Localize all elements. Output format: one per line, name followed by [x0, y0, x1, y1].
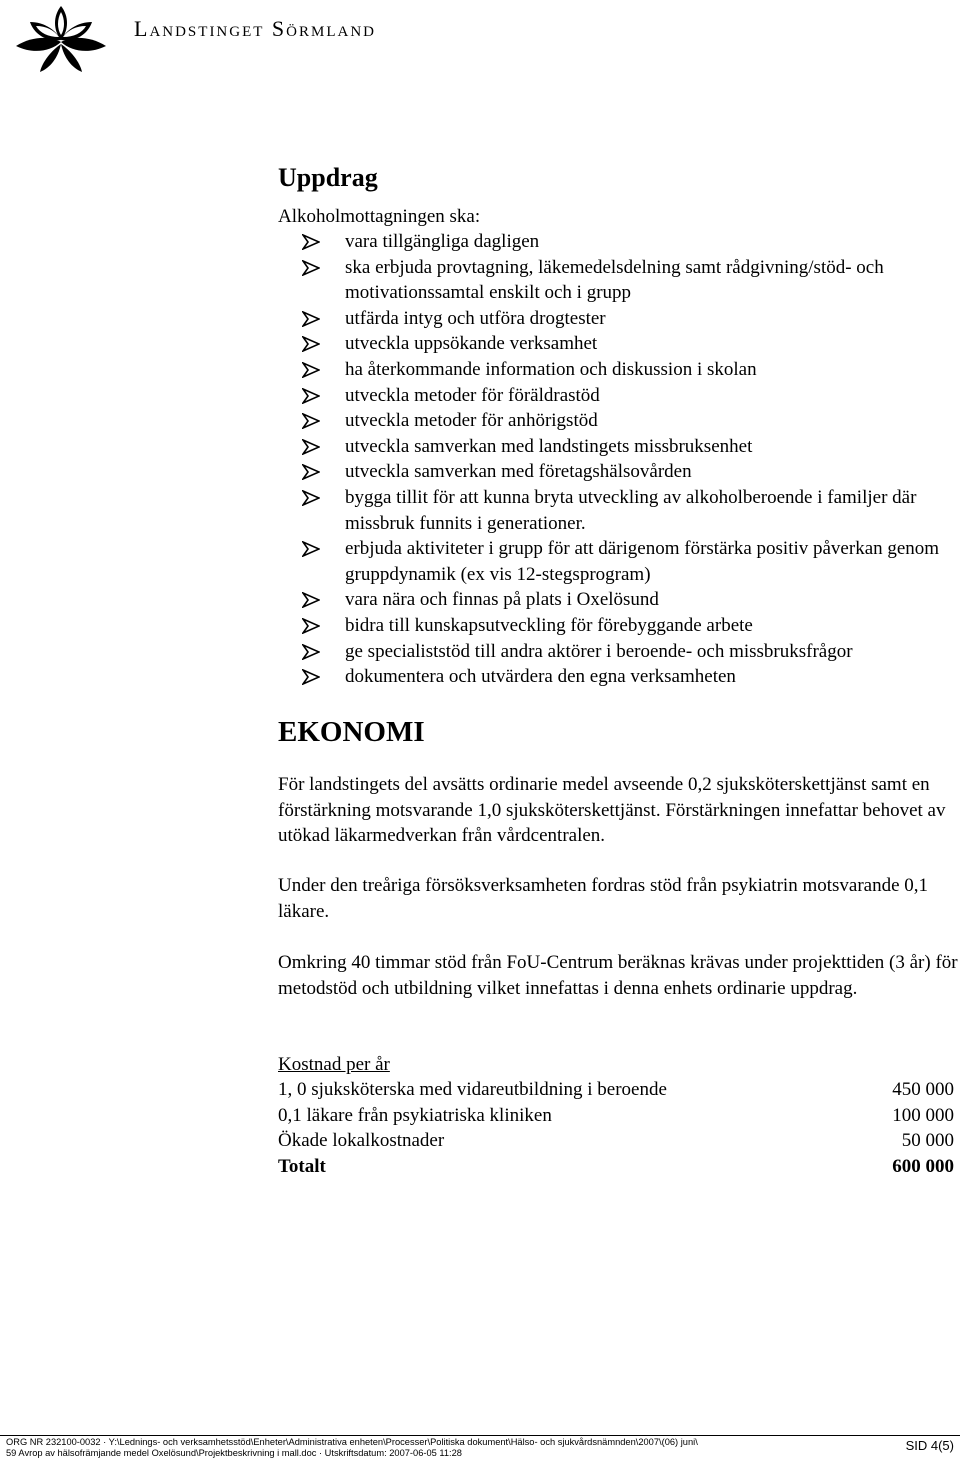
cost-table-heading: Kostnad per år [278, 1054, 390, 1075]
footer-line-1: ORG NR 232100-0032 · Y:\Lednings- och verksamhetsstöd\Enheter\Administrativa enheten\Processer\Politiska dokument\Hälso- och sjukvårdsnämnden\2007\(06) juni\ [6, 1437, 698, 1447]
footer-path [6, 1437, 698, 1459]
bullet-item [278, 331, 960, 357]
bullet-text: utveckla metoder för föräldrastöd [345, 384, 600, 406]
bullet-item [278, 587, 960, 613]
cost-amount: 450 000 [892, 1079, 954, 1100]
cost-row [278, 1128, 954, 1154]
arrow-bullet-icon [302, 541, 320, 557]
arrow-bullet-icon [302, 490, 320, 506]
arrow-bullet-icon [302, 413, 320, 429]
arrow-bullet-icon [302, 592, 320, 608]
bullet-text: vara tillgängliga dagligen [345, 231, 540, 252]
bullet-item [278, 434, 960, 460]
cost-amount: 100 000 [892, 1104, 954, 1126]
arrow-bullet-icon [302, 644, 320, 660]
bullet-text: utveckla samverkan med landstingets missbruksenhet [345, 435, 753, 457]
ekonomi-paragraph-3: Omkring 40 timmar stöd från FoU-Centrum beräknas krävas under projekttiden (3 år) för metodstöd och utbildning vilket innefattas i denna enhets ordinarie uppdrag. [278, 952, 958, 999]
uppdrag-bullet-list [278, 229, 960, 690]
organization-name: Landstinget Sörmland [134, 16, 376, 41]
bullet-item [278, 613, 960, 639]
bullet-text: bidra till kunskapsutveckling för förebyggande arbete [345, 614, 753, 636]
arrow-bullet-icon [302, 336, 320, 352]
cost-total-amount: 600 000 [892, 1155, 954, 1177]
bullet-text: dokumentera och utvärdera den egna verksamheten [345, 666, 736, 688]
bullet-text: utveckla metoder för anhörigstöd [345, 410, 598, 432]
cost-label: Ökade lokalkostnader [278, 1130, 445, 1152]
arrow-bullet-icon [302, 464, 320, 480]
cost-total-label: Totalt [278, 1155, 326, 1177]
bullet-text: utveckla uppsökande verksamhet [345, 333, 598, 355]
cost-label: 0,1 läkare från psykiatriska kliniken [278, 1104, 552, 1126]
arrow-bullet-icon [302, 260, 320, 276]
arrow-bullet-icon [302, 439, 320, 455]
cost-label: 1, 0 sjuksköterska med vidareutbildning i beroende [278, 1079, 667, 1100]
bullet-text: vara nära och finnas på plats i Oxelösund [345, 589, 659, 611]
arrow-bullet-icon [302, 618, 320, 634]
bullet-text: erbjuda aktiviteter i grupp för att därigenom förstärka positiv påverkan genom gruppdynamik (ex vis 12-stegsprogram) [345, 538, 940, 585]
bullet-item [278, 459, 960, 485]
bullet-item [278, 383, 960, 409]
uppdrag-heading: Uppdrag [278, 163, 378, 192]
ekonomi-heading: EKONOMI [278, 716, 425, 748]
bullet-item [278, 485, 960, 536]
bullet-item [278, 255, 960, 306]
arrow-bullet-icon [302, 669, 320, 685]
bullet-item [278, 229, 960, 255]
bullet-item [278, 306, 960, 332]
cost-table [278, 1077, 954, 1179]
bullet-item [278, 408, 960, 434]
page-number: SID 4(5) [905, 1438, 954, 1453]
bullet-item [278, 536, 960, 587]
cost-row [278, 1077, 954, 1103]
cost-row [278, 1103, 954, 1129]
bullet-item [278, 357, 960, 383]
arrow-bullet-icon [302, 311, 320, 327]
footer-divider [0, 1435, 960, 1436]
footer-line-2: 59 Avrop av hälsofrämjande medel Oxelösund\Projektbeskrivning i mall.doc · Utskriftsdatum: 2007-06-05 11:28 [6, 1448, 462, 1458]
bullet-item [278, 639, 960, 665]
bullet-text: bygga tillit för att kunna bryta utveckling av alkoholberoende i familjer där missbruk funnits i generationer. [345, 486, 917, 534]
arrow-bullet-icon [302, 362, 320, 378]
cost-amount: 50 000 [901, 1130, 954, 1152]
bullet-text: utfärda intyg och utföra drogtester [345, 307, 606, 329]
ekonomi-paragraph-2: Under den treåriga försöksverksamheten fordras stöd från psykiatrin motsvarande 0,1 läkare. [278, 875, 929, 922]
bullet-item [278, 664, 960, 690]
landstinget-logo [6, 2, 116, 74]
arrow-bullet-icon [302, 234, 320, 250]
bullet-text: ge specialiststöd till andra aktörer i beroende- och missbruksfrågor [345, 640, 853, 662]
bullet-text: ska erbjuda provtagning, läkemedelsdelning samt rådgivning/stöd- och motivationssamtal enskilt och i grupp [345, 256, 884, 304]
bullet-text: utveckla samverkan med företagshälsovården [345, 461, 692, 483]
uppdrag-intro: Alkoholmottagningen ska: [278, 206, 481, 227]
arrow-bullet-icon [302, 388, 320, 404]
cost-total-row [278, 1154, 954, 1180]
ekonomi-paragraph-1: För landstingets del avsätts ordinarie medel avseende 0,2 sjuksköterskettjänst samt en förstärkning motsvarande 1,0 sjuksköterskettjänst. Förstärkningen innefattar behovet av utökad läkarmedverkan från vårdcentralen. [278, 774, 946, 847]
bullet-text: ha återkommande information och diskussion i skolan [345, 358, 757, 380]
